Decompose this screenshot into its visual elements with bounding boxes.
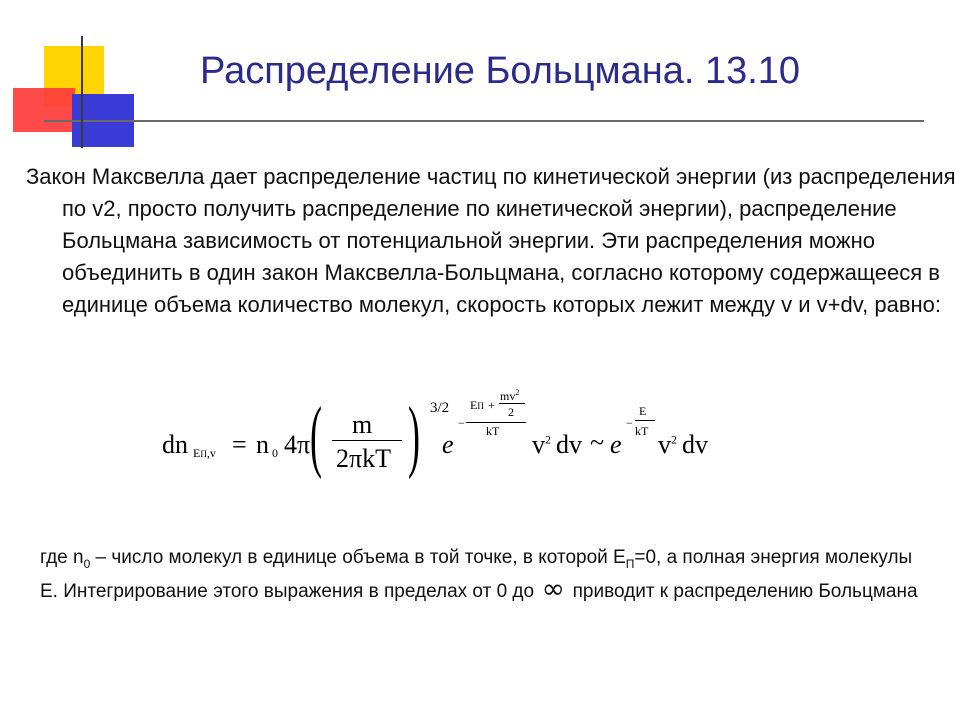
formula-power: 3/2 bbox=[430, 400, 450, 416]
formula-v2-second: $v^2$ bbox=[658, 430, 677, 459]
formula-exp2-minus: − bbox=[626, 416, 633, 430]
outro-paragraph: где $n_0$ – число молекул в единице объема в той точке, в которой $Е_П=0$, а полная энергия молекулы Е. Интегрирование этого выражения в пределах от 0 до ∞ приводит к распределению Больцмана bbox=[40, 547, 918, 605]
formula-e: e bbox=[442, 430, 454, 459]
formula-exp-inner-bar bbox=[499, 403, 525, 404]
formula-fraction-bar bbox=[332, 440, 402, 441]
formula-exp-plus: + bbox=[488, 398, 495, 412]
formula-dv: dv bbox=[556, 430, 582, 459]
formula-exp2-bar bbox=[635, 420, 655, 421]
formula-n-sub: 0 bbox=[272, 446, 278, 460]
formula-exp-two: 2 bbox=[508, 405, 514, 419]
formula-n: n bbox=[256, 430, 269, 459]
formula-tilde: ~ bbox=[590, 428, 605, 457]
formula-dn-sub: EП,v bbox=[193, 446, 216, 460]
formula-exp2-kt: kT bbox=[635, 424, 649, 438]
slide-title: Распределение Больцмана. 13.10 bbox=[200, 50, 801, 92]
formula-left-paren: ( bbox=[310, 392, 322, 480]
decor-red-square bbox=[13, 88, 75, 132]
intro-paragraph: Закон Максвелла дает распределение частиц по кинетической энергии (из распределения по v2, просто получить распределение по кинетической энергии), распределение Больцмана зависимость от потенциальной энергии. Эти распределения можно объединить в один закон Максвелла-Больцмана, согласно которому содержащееся в единице объема количество молекул, скорость которых лежит между v и v+dv, равно: bbox=[26, 164, 956, 317]
formula-equals: = bbox=[232, 430, 247, 459]
formula-exp-mv2: $mv^2$ bbox=[500, 388, 520, 403]
formula-right-paren: ) bbox=[408, 392, 420, 480]
infinity-symbol: ∞ bbox=[541, 571, 565, 605]
formula-e2: e bbox=[610, 430, 622, 459]
formula-m: m bbox=[352, 410, 373, 439]
formula-dv-second: dv bbox=[682, 430, 708, 459]
formula-exp-kt: kT bbox=[486, 424, 500, 438]
formula-denominator: 2πkT bbox=[336, 444, 392, 473]
formula-exp-ep: EП bbox=[470, 398, 484, 412]
decor-vertical-line bbox=[81, 36, 83, 148]
formula-exp-minus: − bbox=[458, 416, 465, 430]
decor-horizontal-line bbox=[44, 120, 924, 122]
formula-dn: dn bbox=[162, 430, 188, 459]
formula-4pi: 4π bbox=[284, 430, 311, 459]
formula-exp-bar bbox=[466, 422, 526, 423]
maxwell-boltzmann-formula bbox=[160, 380, 780, 490]
formula-exp2-e: E bbox=[639, 404, 647, 418]
formula-v2: $v^2$ bbox=[532, 430, 551, 459]
